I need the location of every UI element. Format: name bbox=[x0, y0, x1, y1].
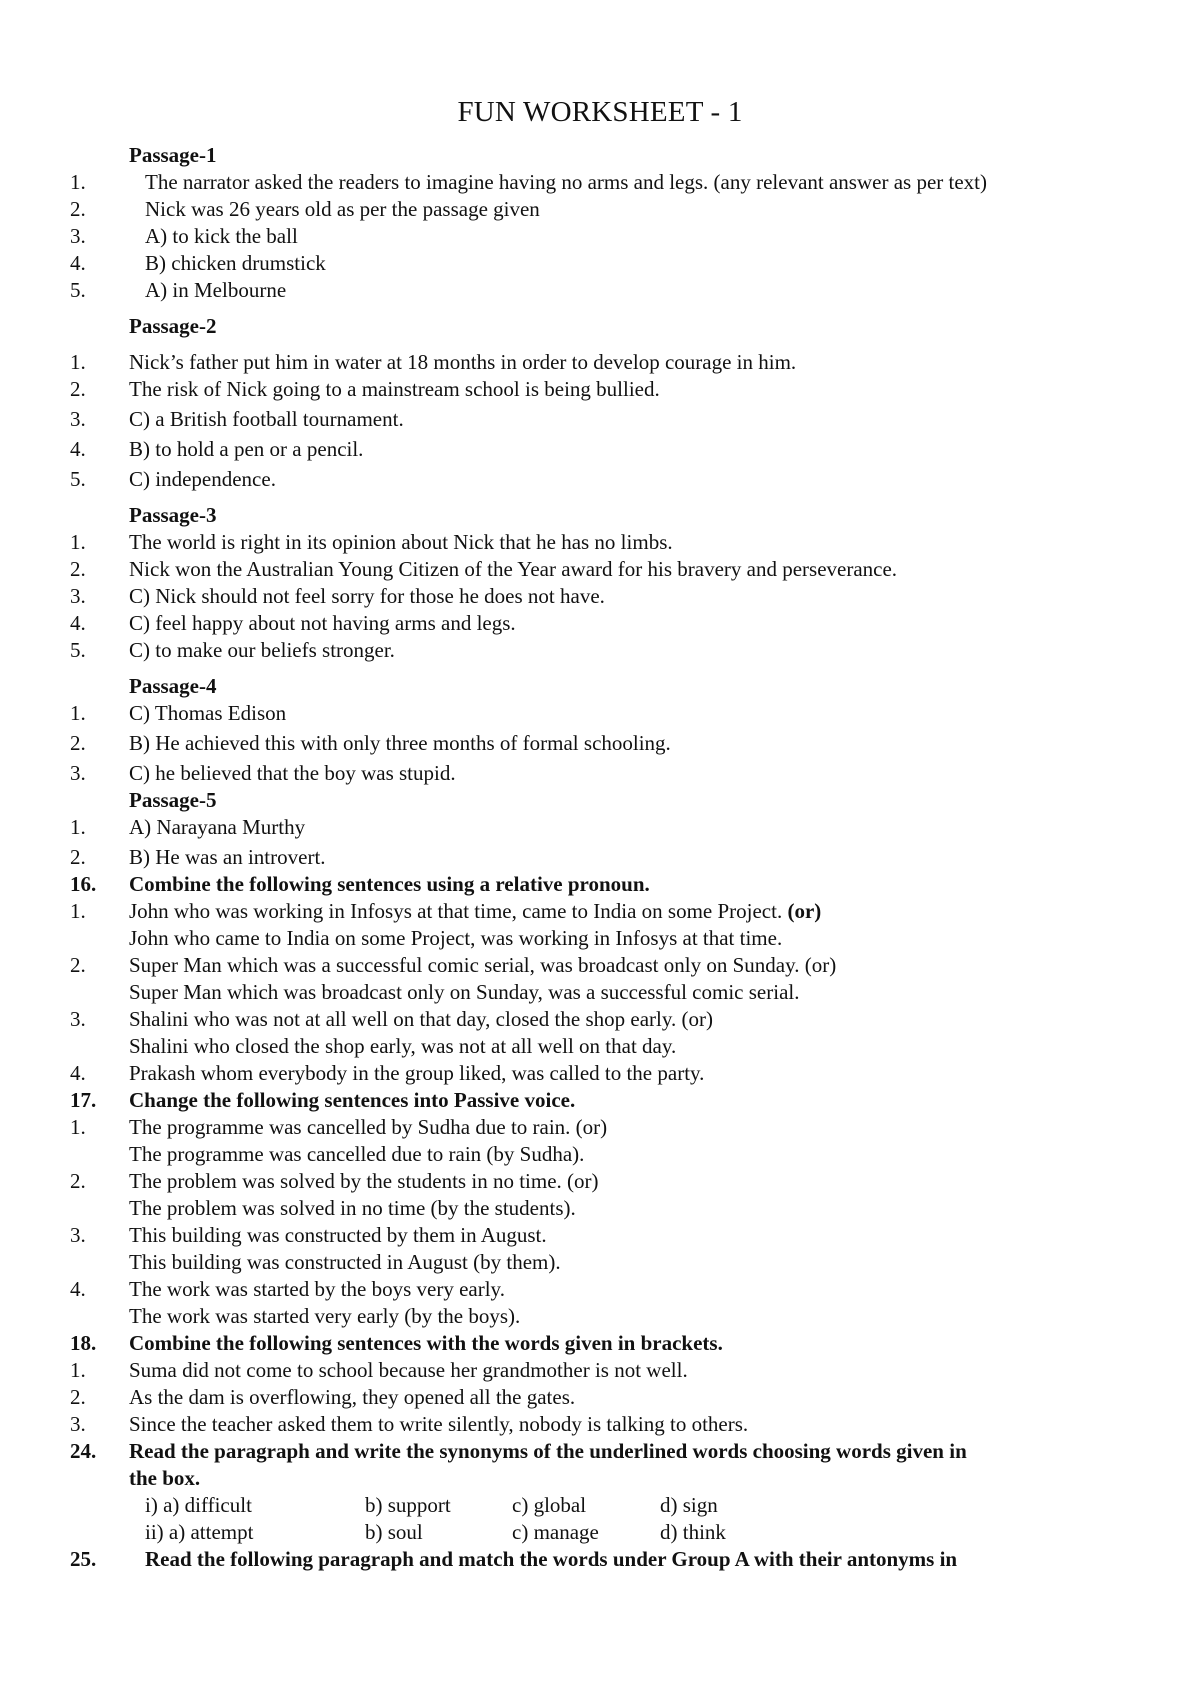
question-24-heading-continuation: the box. bbox=[129, 1466, 201, 1490]
list-item: 1. The programme was cancelled by Sudha due to rain. (or) bbox=[70, 1115, 608, 1139]
list-item: 2. Nick was 26 years old as per the passage given bbox=[70, 197, 540, 221]
question-18-heading: 18. Combine the following sentences with the words given in brackets. bbox=[70, 1331, 723, 1355]
list-item: 4. Prakash whom everybody in the group liked, was called to the party. bbox=[70, 1061, 705, 1085]
worksheet-title: FUN WORKSHEET - 1 bbox=[457, 96, 743, 128]
list-item: 1. Suma did not come to school because her grandmother is not well. bbox=[70, 1358, 688, 1382]
option: c) global bbox=[512, 1493, 587, 1517]
list-item: 4. B) to hold a pen or a pencil. bbox=[70, 437, 364, 461]
question-24-heading: 24. Read the paragraph and write the synonyms of the underlined words choosing words given in bbox=[70, 1439, 967, 1463]
options-row-2 bbox=[0, 1519, 1200, 1546]
option: i) a) difficult bbox=[145, 1493, 252, 1517]
list-item: 3. Since the teacher asked them to write silently, nobody is talking to others. bbox=[70, 1412, 749, 1436]
answer-key bbox=[0, 142, 1200, 1573]
option: c) manage bbox=[512, 1520, 599, 1544]
list-item-continuation: Shalini who closed the shop early, was not at all well on that day. bbox=[129, 1034, 677, 1058]
passage-1-heading: Passage-1 bbox=[129, 143, 217, 167]
option: d) think bbox=[660, 1520, 726, 1544]
list-item: 2. B) He achieved this with only three months of formal schooling. bbox=[70, 731, 671, 755]
list-item: 1. A) Narayana Murthy bbox=[70, 815, 306, 839]
list-item-continuation: John who came to India on some Project, was working in Infosys at that time. bbox=[129, 926, 783, 950]
option: b) soul bbox=[365, 1520, 423, 1544]
list-item: 3. C) he believed that the boy was stupid. bbox=[70, 761, 456, 785]
list-item: 5. A) in Melbourne bbox=[70, 278, 287, 302]
list-item: 3. This building was constructed by them in August. bbox=[70, 1223, 547, 1247]
list-item: 4. The work was started by the boys very early. bbox=[70, 1277, 505, 1301]
option: b) support bbox=[365, 1493, 451, 1517]
passage-5-heading: Passage-5 bbox=[129, 788, 217, 812]
list-item: 2. Nick won the Australian Young Citizen of the Year award for his bravery and perseverance. bbox=[70, 557, 898, 581]
list-item: 4. C) feel happy about not having arms and legs. bbox=[70, 611, 516, 635]
list-item: 1. Nick’s father put him in water at 18 months in order to develop courage in him. bbox=[70, 350, 797, 374]
list-item: 2. As the dam is overflowing, they opened all the gates. bbox=[70, 1385, 576, 1409]
list-item-continuation: Super Man which was broadcast only on Sunday, was a successful comic serial. bbox=[129, 980, 800, 1004]
list-item: 5. C) to make our beliefs stronger. bbox=[70, 638, 395, 662]
option: ii) a) attempt bbox=[145, 1520, 254, 1544]
list-item: 1. The narrator asked the readers to imagine having no arms and legs. (any relevant answer as per text) bbox=[70, 170, 987, 194]
list-item: 1. C) Thomas Edison bbox=[70, 701, 287, 725]
list-item: 4. B) chicken drumstick bbox=[70, 251, 326, 275]
list-item: 3. Shalini who was not at all well on that day, closed the shop early. (or) bbox=[70, 1007, 713, 1031]
list-item-continuation: The work was started very early (by the boys). bbox=[129, 1304, 521, 1328]
list-item: 1. The world is right in its opinion about Nick that he has no limbs. bbox=[70, 530, 673, 554]
list-item: 5. C) independence. bbox=[70, 467, 276, 491]
list-item: 2. The risk of Nick going to a mainstream school is being bullied. bbox=[70, 377, 660, 401]
passage-3-heading: Passage-3 bbox=[129, 503, 217, 527]
passage-4-heading: Passage-4 bbox=[129, 674, 217, 698]
list-item-continuation: This building was constructed in August (by them). bbox=[129, 1250, 561, 1274]
list-item: 1. John who was working in Infosys at that time, came to India on some Project. (or) bbox=[70, 899, 822, 923]
list-item: 3. C) a British football tournament. bbox=[70, 407, 404, 431]
passage-2-heading: Passage-2 bbox=[129, 314, 217, 338]
list-item: 2. The problem was solved by the students in no time. (or) bbox=[70, 1169, 599, 1193]
list-item: 2. Super Man which was a successful comic serial, was broadcast only on Sunday. (or) bbox=[70, 953, 837, 977]
question-17-heading: 17. Change the following sentences into Passive voice. bbox=[70, 1088, 576, 1112]
option: d) sign bbox=[660, 1493, 718, 1517]
list-item-continuation: The programme was cancelled due to rain (by Sudha). bbox=[129, 1142, 585, 1166]
list-item: 2. B) He was an introvert. bbox=[70, 845, 326, 869]
question-16-heading: 16. Combine the following sentences using a relative pronoun. bbox=[70, 872, 650, 896]
list-item-continuation: The problem was solved in no time (by the students). bbox=[129, 1196, 576, 1220]
list-item: 3. C) Nick should not feel sorry for those he does not have. bbox=[70, 584, 605, 608]
list-item: 3. A) to kick the ball bbox=[70, 224, 298, 248]
question-25-heading: 25. Read the following paragraph and match the words under Group A with their antonyms in bbox=[70, 1547, 958, 1571]
options-row-1 bbox=[0, 1492, 1200, 1519]
